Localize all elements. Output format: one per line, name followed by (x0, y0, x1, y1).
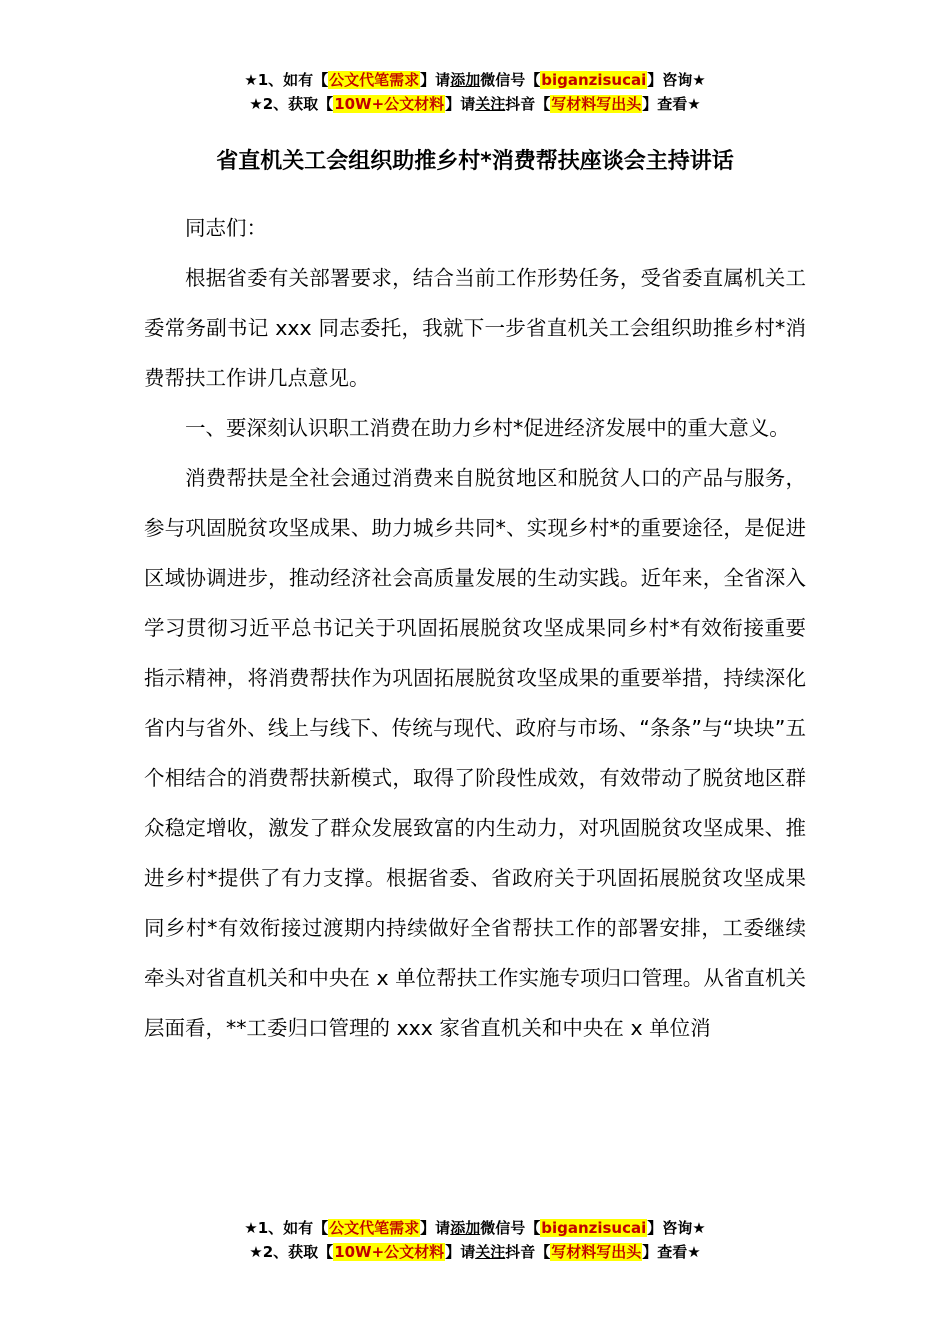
salutation: 同志们： (185, 216, 267, 240)
document-body (144, 203, 806, 1053)
header-banner (0, 68, 950, 116)
banner-underline: 添加 (450, 1219, 481, 1237)
banner-underline: 关注 (475, 1243, 506, 1261)
banner-text: 】请 (445, 95, 476, 113)
banner-text: 】请 (420, 1219, 451, 1237)
document-title: 省直机关工会组织助推乡村*消费帮扶座谈会主持讲话 (216, 149, 734, 174)
banner-text: 】咨询★ (647, 71, 706, 89)
banner-text: ★2、获取【 (249, 1243, 334, 1261)
banner-highlight: 写材料写出头 (551, 1243, 642, 1261)
banner-text: ★2、获取【 (249, 95, 334, 113)
banner-text: 】咨询★ (647, 1219, 706, 1237)
banner-text: 抖音【 (505, 95, 551, 113)
banner-text: 抖音【 (505, 1243, 551, 1261)
banner-line-2 (0, 92, 950, 116)
footer-banner (0, 1216, 950, 1264)
banner-highlight: 公文代笔需求 (329, 1219, 420, 1237)
banner-text: 微信号【 (480, 71, 541, 89)
banner-highlight: 10W+公文材料 (334, 1243, 445, 1261)
banner-line-1 (0, 68, 950, 92)
banner-highlight: 10W+公文材料 (334, 95, 445, 113)
banner-highlight: 公文代笔需求 (329, 71, 420, 89)
banner-underline: 添加 (450, 71, 481, 89)
body-paragraph: 消费帮扶是全社会通过消费来自脱贫地区和脱贫人口的产品与服务，参与巩固脱贫攻坚成果、助力城乡共同*、实现乡村*的重要途径，是促进区域协调进步，推动经济社会高质量发展的生动实践。近年来，全省深入学习贯彻习近平总书记关于巩固拓展脱贫攻坚成果同乡村*有效衔接重要指示精神，将消费帮扶作为巩固拓展脱贫攻坚成果的重要举措，持续深化省内与省外、线上与线下、传统与现代、政府与市场、“条条”与“块块”五个相结合的消费帮扶新模式，取得了阶段性成效，有效带动了脱贫地区群众稳定增收，激发了群众发展致富的内生动力，对巩固脱贫攻坚成果、推进乡村*提供了有力支撑。根据省委、省政府关于巩固拓展脱贫攻坚成果同乡村*有效衔接过渡期内持续做好全省帮扶工作的部署安排，工委继续牵头对省直机关和中央在 x 单位帮扶工作实施专项归口管理。从省直机关层面看，**工委归口管理的 xxx 家省直机关和中央在 x 单位消 (144, 466, 806, 1040)
banner-text: 】请 (420, 71, 451, 89)
section-heading: 一、要深刻认识职工消费在助力乡村*促进经济发展中的重大意义。 (185, 416, 790, 440)
banner-text: 】请 (445, 1243, 476, 1261)
banner-line-2 (0, 1240, 950, 1264)
banner-text: ★1、如有【 (244, 71, 329, 89)
banner-highlight: 写材料写出头 (551, 95, 642, 113)
banner-text: 】查看★ (642, 95, 701, 113)
banner-text: 微信号【 (480, 1219, 541, 1237)
banner-highlight: biganzisucai (541, 1219, 647, 1237)
body-paragraph: 根据省委有关部署要求，结合当前工作形势任务，受省委直属机关工委常务副书记 xxx 同志委托，我就下一步省直机关工会组织助推乡村*消费帮扶工作讲几点意见。 (144, 266, 806, 390)
banner-text: 】查看★ (642, 1243, 701, 1261)
banner-line-1 (0, 1216, 950, 1240)
banner-highlight: biganzisucai (541, 71, 647, 89)
banner-underline: 关注 (475, 95, 506, 113)
banner-text: ★1、如有【 (244, 1219, 329, 1237)
